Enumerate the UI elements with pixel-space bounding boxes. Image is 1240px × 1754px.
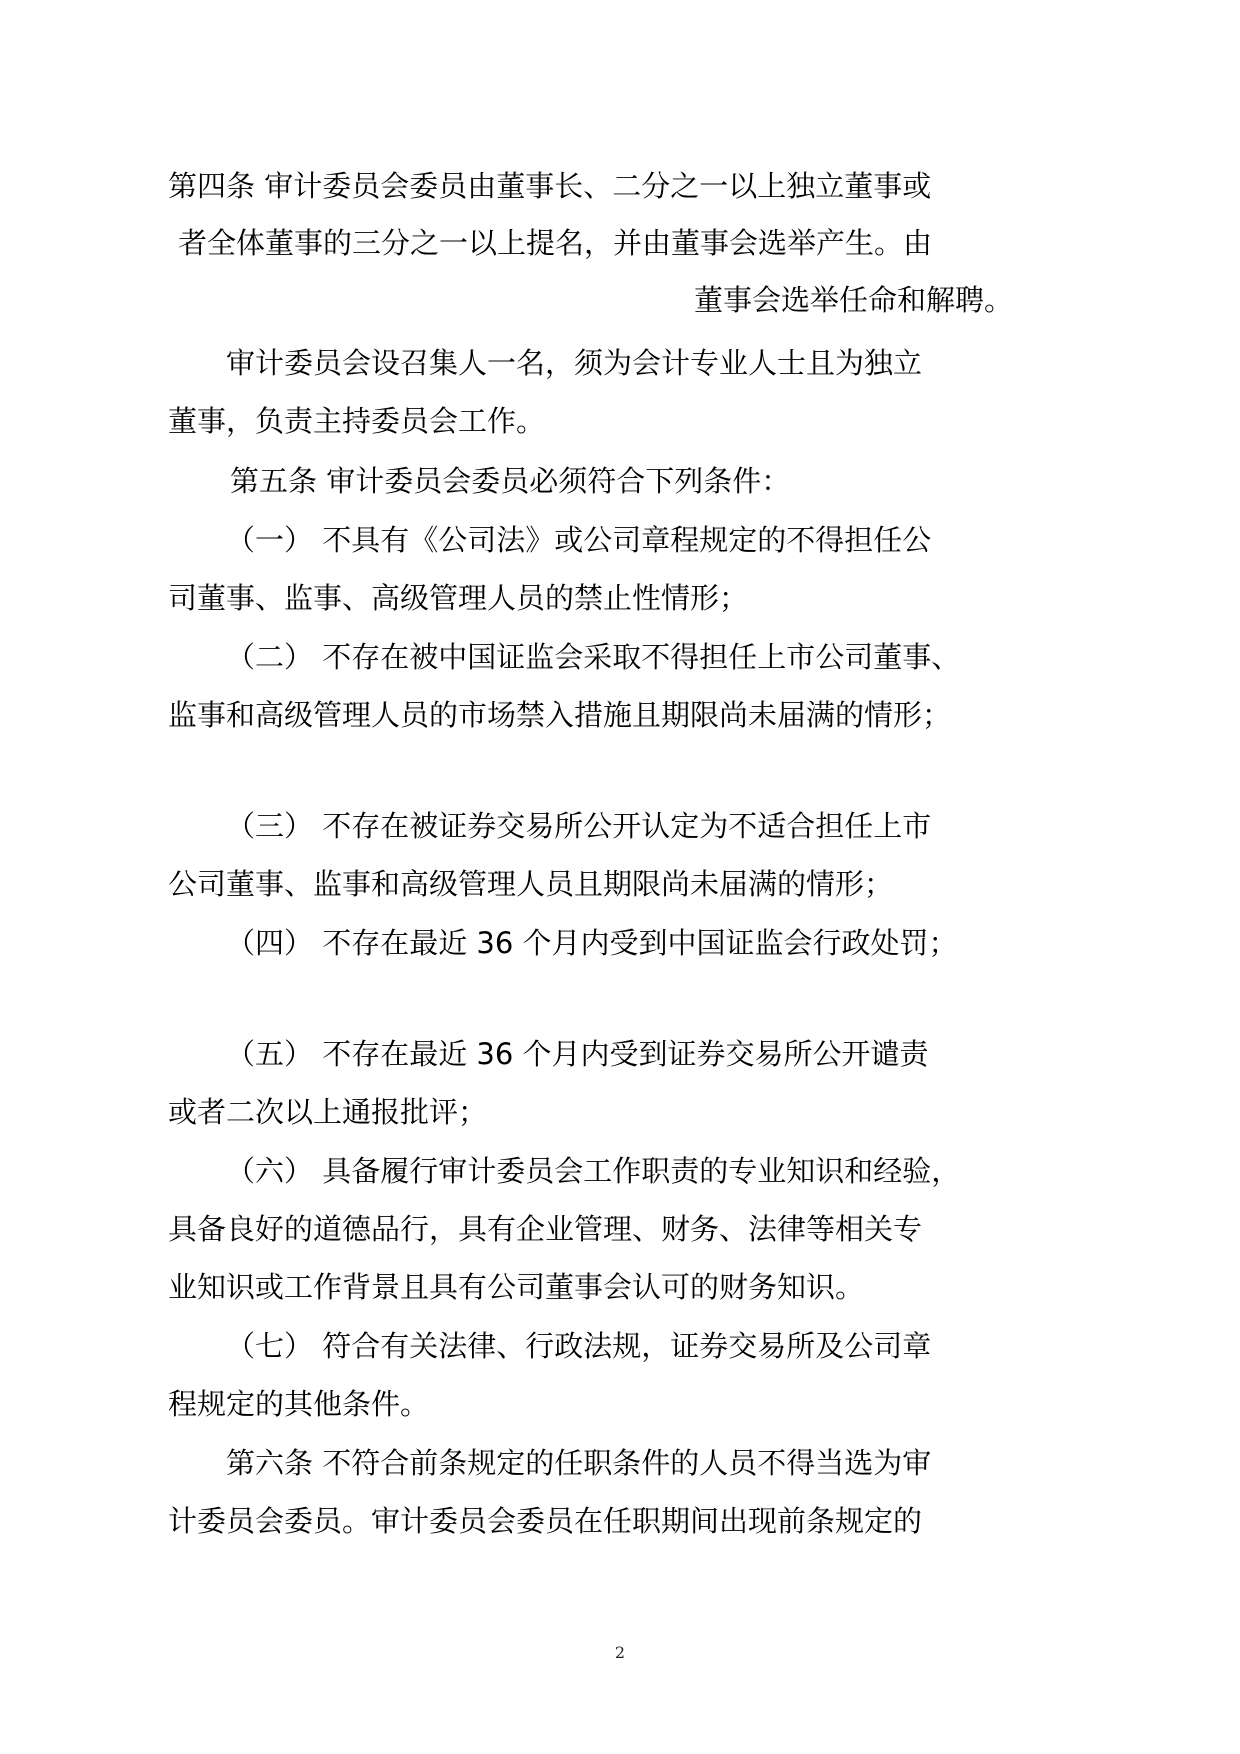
text-line: （五） 不存在最近 36 个月内受到证券交易所公开谴责 (226, 1037, 929, 1071)
text-line: 董事会选举任命和解聘。 (694, 283, 1014, 317)
text-line: （一） 不具有《公司法》或公司章程规定的不得担任公 (226, 523, 932, 557)
text-line: 者全体董事的三分之一以上提名，并由董事会选举产生。由 (178, 226, 933, 260)
text-line: 监事和高级管理人员的市场禁入措施且期限尚未届满的情形； (168, 698, 952, 732)
text-line: （七） 符合有关法律、行政法规，证券交易所及公司章 (226, 1329, 932, 1363)
text-line: 具备良好的道德品行，具有企业管理、财务、法律等相关专 (168, 1212, 923, 1246)
text-line: 公司董事、监事和高级管理人员且期限尚未届满的情形； (168, 867, 894, 901)
text-line: （二） 不存在被中国证监会采取不得担任上市公司董事、 (226, 640, 961, 674)
text-line: 第五条 审计委员会委员必须符合下列条件： (230, 464, 791, 498)
text-line: 第六条 不符合前条规定的任职条件的人员不得当选为审 (226, 1446, 932, 1480)
text-line: 董事，负责主持委员会工作。 (168, 404, 546, 438)
text-line: （三） 不存在被证券交易所公开认定为不适合担任上市 (226, 809, 932, 843)
text-line: 司董事、监事、高级管理人员的禁止性情形； (168, 581, 749, 615)
text-line: （六） 具备履行审计委员会工作职责的专业知识和经验， (226, 1154, 961, 1188)
text-line: （四） 不存在最近 36 个月内受到中国证监会行政处罚； (226, 926, 958, 960)
text-line: 或者二次以上通报批评； (168, 1095, 488, 1129)
text-line: 程规定的其他条件。 (168, 1387, 430, 1421)
text-line: 计委员会委员。审计委员会委员在任职期间出现前条规定的 (168, 1504, 923, 1538)
page-number: 2 (614, 1643, 626, 1662)
text-line: 业知识或工作背景且具有公司董事会认可的财务知识。 (168, 1270, 865, 1304)
text-line: 第四条 审计委员会委员由董事长、二分之一以上独立董事或 (168, 169, 932, 203)
text-line: 审计委员会设召集人一名，须为会计专业人士且为独立 (226, 346, 923, 380)
